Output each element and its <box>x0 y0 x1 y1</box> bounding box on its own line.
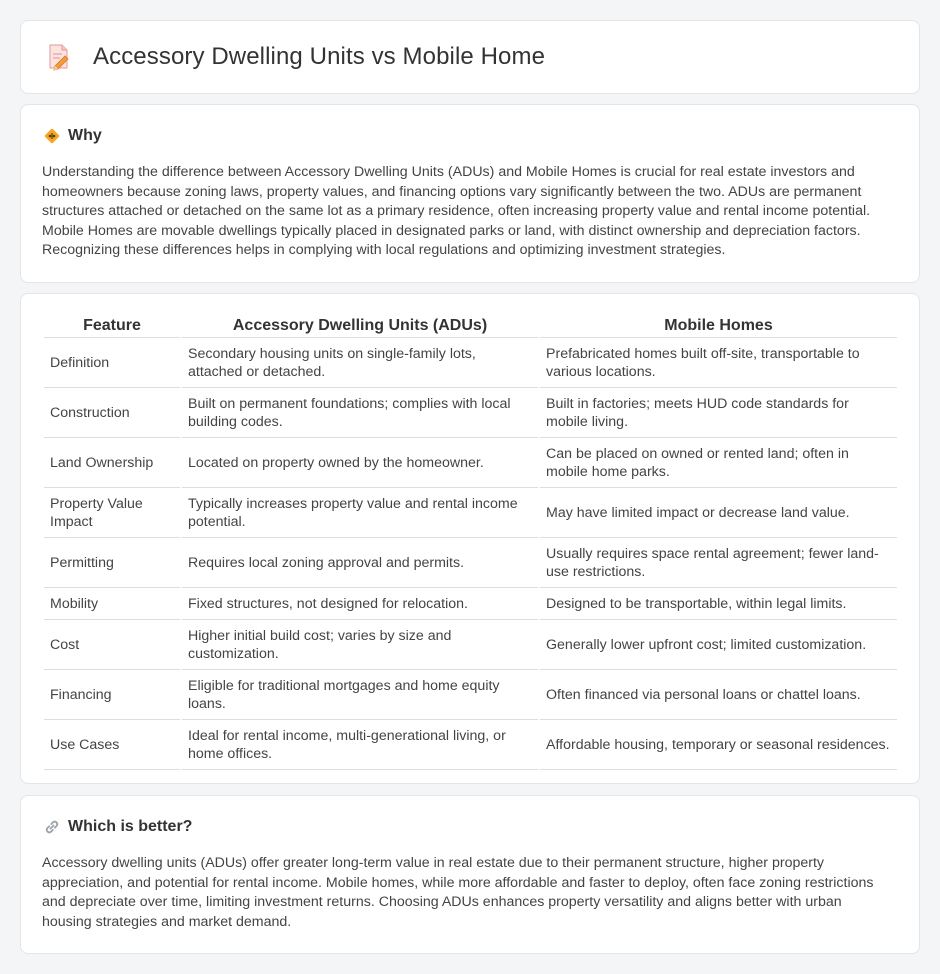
adu-cell: Typically increases property value and rental income potential. <box>182 488 538 538</box>
why-section <box>20 104 920 283</box>
link-icon <box>43 818 61 836</box>
mobile-cell: Usually requires space rental agreement; fewer land-use restrictions. <box>540 538 897 588</box>
mobile-cell: Can be placed on owned or rented land; often in mobile home parks. <box>540 438 897 488</box>
adu-cell: Higher initial build cost; varies by size and customization. <box>182 620 538 670</box>
adu-cell: Fixed structures, not designed for relocation. <box>182 588 538 620</box>
mobile-cell: Prefabricated homes built off-site, transportable to various locations. <box>540 338 897 388</box>
better-body: Accessory dwelling units (ADUs) offer greater long-term value in real estate due to their permanent structure, higher property appreciation, and potential for rental income. Mobile homes, while more affordable and faster to deploy, often face zoning restrictions and depreciate over time, limiting investment returns. Choosing ADUs enhances property versatility and aligns better with urban housing strategies and market demand. <box>42 855 874 930</box>
feature-cell: Land Ownership <box>44 438 180 488</box>
adu-cell: Requires local zoning approval and permits. <box>182 538 538 588</box>
why-body: Understanding the difference between Accessory Dwelling Units (ADUs) and Mobile Homes is crucial for real estate investors and homeowners because zoning laws, property values, and financing options vary significantly between the two. ADUs are permanent structures attached or detached on the same lot as a primary residence, often increasing property value and rental income potential. Mobile Homes are movable dwellings typically placed in designated parks or land, with distinct ownership and depreciation factors. Recognizing these differences helps in complying with local regulations and optimizing investment strategies. <box>42 164 871 259</box>
mobile-cell: Built in factories; meets HUD code standards for mobile living. <box>540 388 897 438</box>
document-pencil-icon <box>47 43 71 71</box>
why-title: Why <box>68 127 102 144</box>
table-header-row <box>44 316 897 338</box>
table-row <box>44 338 897 388</box>
table-row <box>44 388 897 438</box>
adu-cell: Built on permanent foundations; complies with local building codes. <box>182 388 538 438</box>
feature-cell: Definition <box>44 338 180 388</box>
table-row <box>44 720 897 770</box>
feature-cell: Permitting <box>44 538 180 588</box>
better-title: Which is better? <box>68 818 193 835</box>
page-title: Accessory Dwelling Units vs Mobile Home <box>93 43 546 70</box>
feature-cell: Financing <box>44 670 180 720</box>
mobile-cell: May have limited impact or decrease land value. <box>540 488 897 538</box>
mobile-cell: Generally lower upfront cost; limited customization. <box>540 620 897 670</box>
mobile-cell: Often financed via personal loans or chattel loans. <box>540 670 897 720</box>
header-mobile-homes: Mobile Homes <box>540 316 897 338</box>
table-row <box>44 488 897 538</box>
adu-cell: Ideal for rental income, multi-generational living, or home offices. <box>182 720 538 770</box>
which-is-better-section <box>20 795 920 954</box>
header-adus: Accessory Dwelling Units (ADUs) <box>182 316 538 338</box>
title-card <box>20 20 920 94</box>
table-row <box>44 670 897 720</box>
feature-cell: Property Value Impact <box>44 488 180 538</box>
adu-cell: Located on property owned by the homeowner. <box>182 438 538 488</box>
comparison-table <box>42 316 899 770</box>
feature-cell: Construction <box>44 388 180 438</box>
adu-cell: Eligible for traditional mortgages and home equity loans. <box>182 670 538 720</box>
diamond-warning-icon <box>43 127 61 145</box>
feature-cell: Use Cases <box>44 720 180 770</box>
feature-cell: Mobility <box>44 588 180 620</box>
table-row <box>44 588 897 620</box>
adu-cell: Secondary housing units on single-family lots, attached or detached. <box>182 338 538 388</box>
table-row <box>44 538 897 588</box>
feature-cell: Cost <box>44 620 180 670</box>
mobile-cell: Affordable housing, temporary or seasonal residences. <box>540 720 897 770</box>
table-row <box>44 620 897 670</box>
table-row <box>44 438 897 488</box>
comparison-card <box>20 293 920 784</box>
mobile-cell: Designed to be transportable, within legal limits. <box>540 588 897 620</box>
header-feature: Feature <box>44 316 180 338</box>
